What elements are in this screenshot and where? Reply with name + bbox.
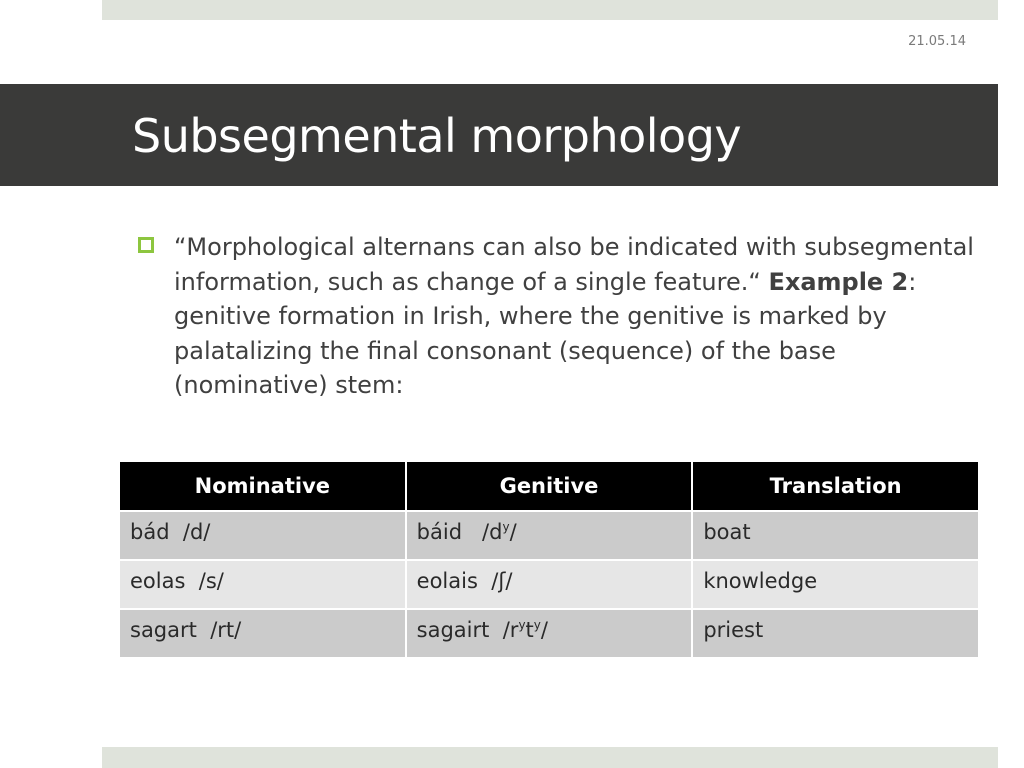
cell-genitive (406, 511, 693, 560)
cell-translation: boat (692, 511, 979, 560)
header-nominative: Nominative (119, 461, 406, 511)
genitive-mid: t (525, 618, 534, 642)
slide-date: 21.05.14 (908, 34, 966, 49)
top-decorative-band (102, 0, 998, 20)
genitive-tail: / (540, 618, 548, 642)
bullet-text-part1: “Morphological alternans can also be indicated with subsegmental information, such as change of a single feature.“ (174, 233, 974, 296)
genitive-base: sagairt /r (416, 618, 519, 642)
slide-title: Subsegmental morphology (132, 109, 742, 163)
genitive-base: báid /d (416, 520, 503, 544)
header-genitive: Genitive (406, 461, 693, 511)
cell-genitive: eolais /ʃ/ (406, 560, 693, 609)
table-row (119, 511, 979, 560)
bullet-text (174, 230, 974, 403)
cell-translation: knowledge (692, 560, 979, 609)
example-label: Example 2 (768, 267, 909, 296)
header-translation: Translation (692, 461, 979, 511)
cell-nominative: bád /d/ (119, 511, 406, 560)
cell-translation: priest (692, 609, 979, 658)
table-row (119, 609, 979, 658)
square-bullet-icon (138, 237, 154, 253)
cell-nominative: sagart /rt/ (119, 609, 406, 658)
table-row (119, 560, 979, 609)
genitive-tail: / (509, 520, 517, 544)
genitive-table (118, 460, 980, 659)
palatal-superscript: y (533, 618, 541, 632)
cell-nominative: eolas /s/ (119, 560, 406, 609)
palatal-superscript: y (502, 520, 510, 534)
palatal-superscript: y (518, 618, 526, 632)
bottom-decorative-band (102, 747, 998, 768)
bullet-text-part2: : genitive formation in Irish, where the genitive is marked by palatalizing the final consonant (sequence) of the base (nominative) stem: (174, 267, 917, 399)
table-header-row (119, 461, 979, 511)
cell-genitive (406, 609, 693, 658)
